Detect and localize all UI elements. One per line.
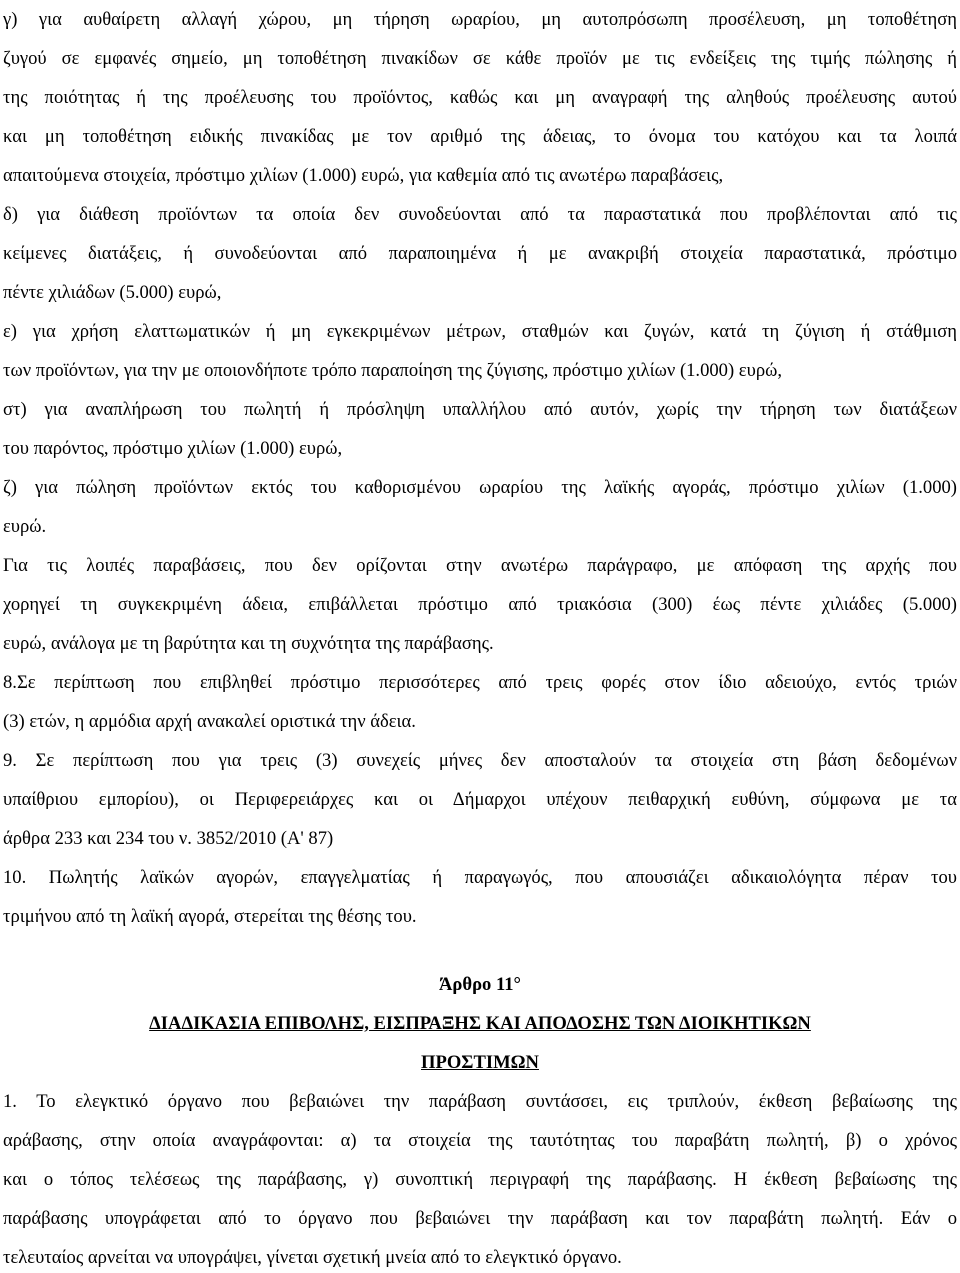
- text-line: Για τις λοιπές παραβάσεις, που δεν ορίζονται στην ανωτέρω παράγραφο, με απόφαση της αρχής που: [3, 555, 957, 576]
- text-line: της ποιότητας ή της προέλευσης του προϊόντος, καθώς και μη αναγραφή της αληθούς προέλευσης αυτού: [3, 87, 957, 108]
- text-line: στ) για αναπλήρωση του πωλητή ή πρόσληψη υπαλλήλου από αυτόν, χωρίς την τήρηση των διατάξεων: [3, 399, 957, 420]
- text-line: τριμήνου από τη λαϊκή αγορά, στερείται της θέσης του.: [3, 906, 417, 927]
- text-line: ευρώ, ανάλογα με τη βαρύτητα και τη συχνότητα της παράβασης.: [3, 633, 494, 654]
- text-line: ζυγού σε εμφανές σημείο, μη τοποθέτηση πινακίδων σε κάθε προϊόν με τις ενδείξεις της τιμής πώλησης ή: [3, 48, 957, 69]
- text-line: ευρώ.: [3, 516, 47, 537]
- text-line: 10. Πωλητής λαϊκών αγορών, επαγγελματίας ή παραγωγός, που απουσιάζει αδικαιολόγητα πέραν του: [3, 867, 957, 888]
- article-title-continued: ΠΡΟΣΤΙΜΩΝ: [421, 1052, 539, 1073]
- text-line: ζ) για πώληση προϊόντων εκτός του καθορισμένου ωραρίου της λαϊκής αγοράς, πρόστιμο χιλίων (1.000): [3, 477, 957, 498]
- article-heading: Άρθρο 11°: [439, 974, 521, 995]
- text-line: 9. Σε περίπτωση που για τρεις (3) συνεχείς μήνες δεν αποσταλούν τα στοιχεία στη βάση δεδομένων: [3, 750, 957, 771]
- text-line: άρθρα 233 και 234 του ν. 3852/2010 (Α' 87): [3, 828, 334, 849]
- article-title: ΔΙΑΔΙΚΑΣΙΑ ΕΠΙΒΟΛΗΣ, ΕΙΣΠΡΑΞΗΣ ΚΑΙ ΑΠΟΔΟΣΗΣ ΤΩΝ ΔΙΟΙΚΗΤΙΚΩΝ: [149, 1013, 811, 1034]
- text-line: και μη τοποθέτηση ειδικής πινακίδας με τον αριθμό της άδειας, το όνομα του κατόχου και τα λοιπά: [3, 126, 957, 147]
- text-line: των προϊόντων, για την με οποιονδήποτε τρόπο παραποίηση της ζύγισης, πρόστιμο χιλίων (1.000) ευρώ,: [3, 360, 782, 381]
- text-line: 8.Σε περίπτωση που επιβληθεί πρόστιμο περισσότερες από τρεις φορές στον ίδιο αδειούχο, εντός τριών: [3, 672, 957, 693]
- text-line: δ) για διάθεση προϊόντων τα οποία δεν συνοδεύονται από τα παραστατικά που προβλέπονται από τις: [3, 204, 957, 225]
- text-line: υπαίθριου εμπορίου), οι Περιφερειάρχες και οι Δήμαρχοι υπέχουν πειθαρχική ευθύνη, σύμφωνα με τα: [3, 789, 957, 810]
- text-line: παράβασης υπογράφεται από το όργανο που βεβαιώνει την παράβαση και τον παραβάτη πωλητή. Εάν ο: [3, 1208, 957, 1229]
- text-line: και ο τόπος τελέσεως της παράβασης, γ) συνοπτική περιγραφή της παράβασης. Η έκθεση βεβαίωσης της: [3, 1169, 957, 1190]
- text-line: αράβασης, στην οποία αναγράφονται: α) τα στοιχεία της ταυτότητας του παραβάτη πωλητή, β) ο χρόνος: [3, 1130, 957, 1151]
- text-line: γ) για αυθαίρετη αλλαγή χώρου, μη τήρηση ωραρίου, μη αυτοπρόσωπη προσέλευση, μη τοποθέτηση: [3, 9, 957, 30]
- text-line: 1. Το ελεγκτικό όργανο που βεβαιώνει την παράβαση συντάσσει, εις τριπλούν, έκθεση βεβαίωσης της: [3, 1091, 957, 1112]
- text-line: χορηγεί τη συγκεκριμένη άδεια, επιβάλλεται πρόστιμο από τριακόσια (300) έως πέντε χιλιάδες (5.000): [3, 594, 957, 615]
- text-line: κείμενες διατάξεις, ή συνοδεύονται από παραποιημένα ή με ανακριβή στοιχεία παραστατικά, πρόστιμο: [3, 243, 957, 264]
- text-line: του παρόντος, πρόστιμο χιλίων (1.000) ευρώ,: [3, 438, 343, 459]
- text-line: απαιτούμενα στοιχεία, πρόστιμο χιλίων (1.000) ευρώ, για καθεμία από τις ανωτέρω παραβάσεις,: [3, 165, 724, 186]
- text-line: (3) ετών, η αρμόδια αρχή ανακαλεί οριστικά την άδεια.: [3, 711, 416, 732]
- text-line: τελευταίος αρνείται να υπογράψει, γίνεται σχετική μνεία από το ελεγκτικό όργανο.: [3, 1247, 622, 1268]
- text-line: πέντε χιλιάδων (5.000) ευρώ,: [3, 282, 222, 303]
- text-line: ε) για χρήση ελαττωματικών ή μη εγκεκριμένων μέτρων, σταθμών και ζυγών, κατά τη ζύγιση ή στάθμιση: [3, 321, 957, 342]
